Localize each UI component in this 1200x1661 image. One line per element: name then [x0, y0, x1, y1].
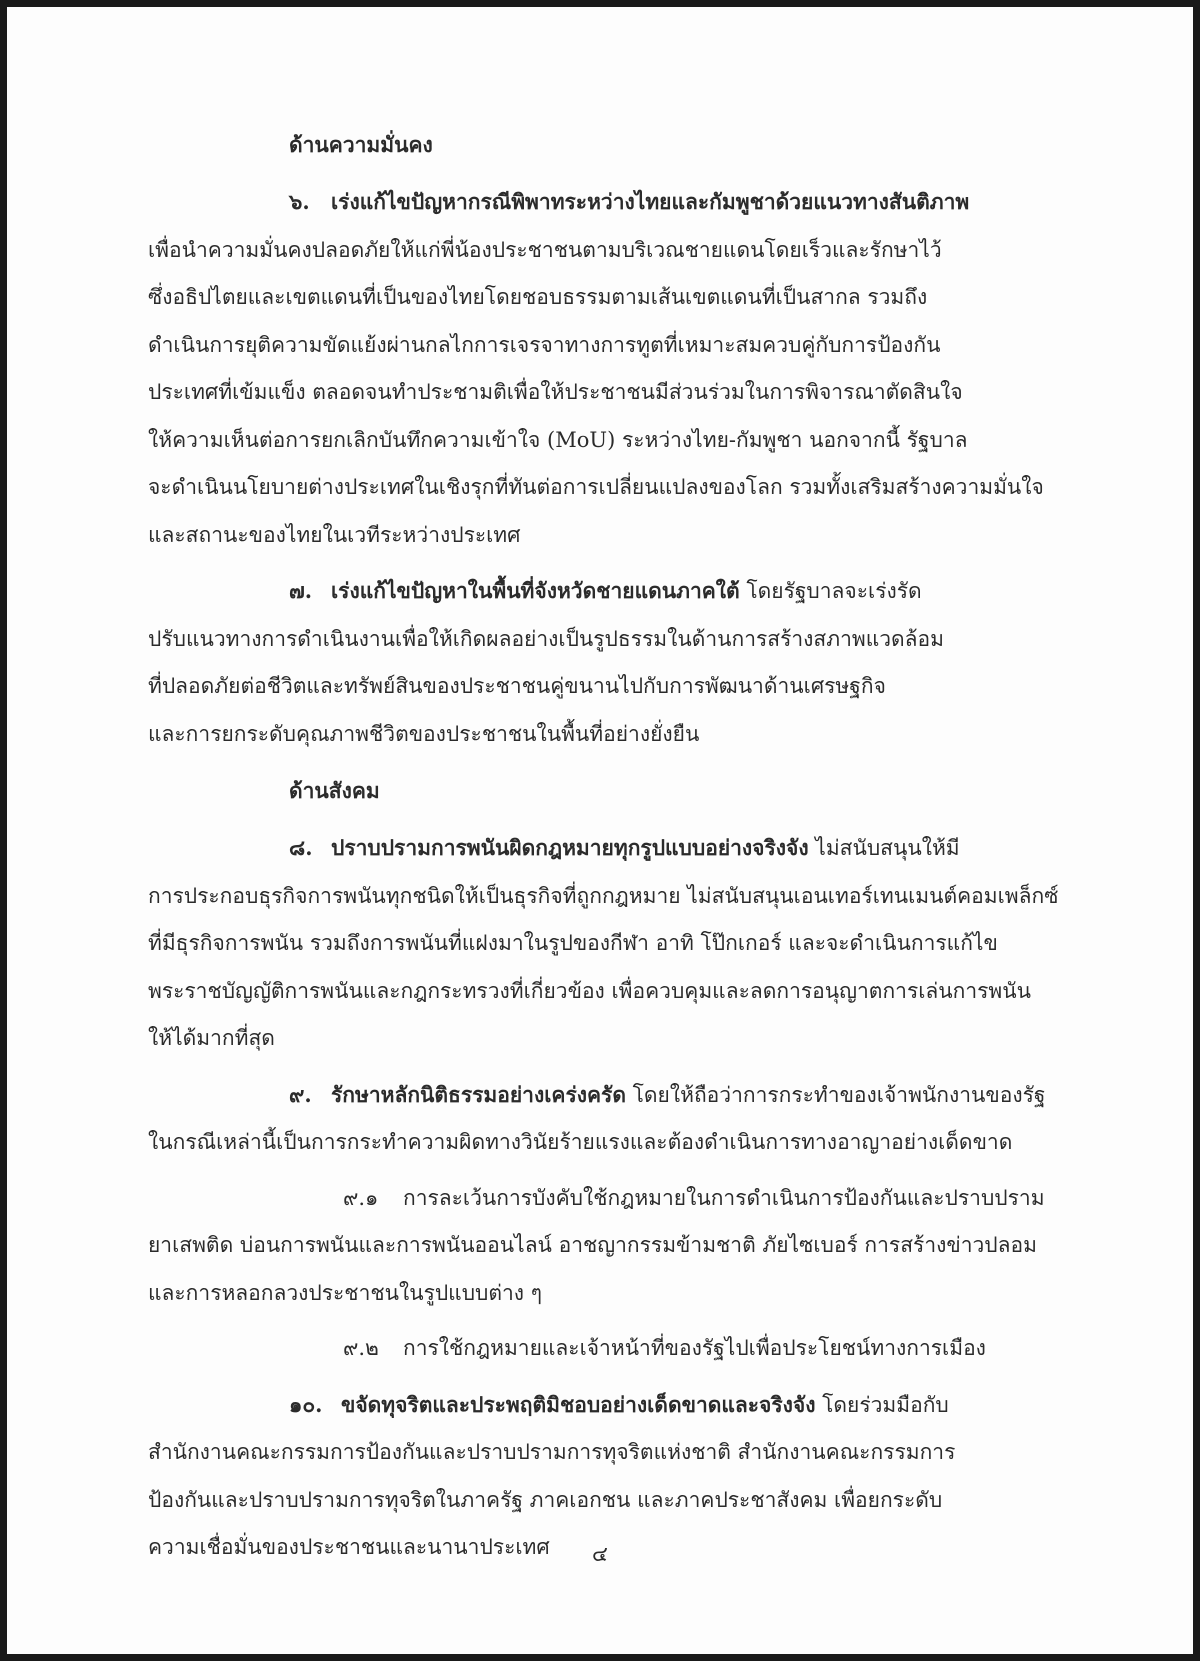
item-7-number: ๗.	[289, 578, 313, 603]
policy-subitem-9-2	[148, 1325, 1048, 1373]
item-10-first-line	[148, 1381, 1048, 1430]
item-6-first-line	[148, 178, 1048, 227]
item-6-line: เพื่อนำความมั่นคงปลอดภัยให้แก่พี่น้องประชาชนตามบริเวณชายแดนโดยเร็วและรักษาไว้	[148, 237, 942, 262]
item-9-1-line: และการหลอกลวงประชาชนในรูปแบบต่าง ๆ	[148, 1280, 543, 1305]
item-8-line: พระราชบัญญัติการพนันและกฎกระทรวงที่เกี่ยวข้อง เพื่อควบคุมและลดการอนุญาตการเล่นการพนัน	[148, 978, 1031, 1003]
item-10-number: ๑๐.	[289, 1391, 323, 1417]
item-7-title: เร่งแก้ไขปัญหาในพื้นที่จังหวัดชายแดนภาคใต้	[331, 578, 740, 603]
item-6-line: ให้ความเห็นต่อการยกเลิกบันทึกความเข้าใจ (MoU) ระหว่างไทย-กัมพูชา นอกจากนี้ รัฐบาล	[148, 427, 968, 452]
item-6-line: และสถานะของไทยในเวทีระหว่างประเทศ	[148, 522, 521, 547]
item-9-1-first-rest: การละเว้นการบังคับใช้กฎหมายในการดำเนินการป้องกันและปราบปราม	[403, 1185, 1045, 1210]
item-9-first-line	[148, 1071, 1048, 1120]
item-10-title: ขจัดทุจริตและประพฤติมิชอบอย่างเด็ดขาดและจริงจัง	[341, 1391, 816, 1417]
policy-item-7	[148, 567, 1048, 758]
item-10-first-rest: โดยร่วมมือกับ	[815, 1392, 949, 1417]
item-8-first-rest: ไม่สนับสนุนให้มี	[808, 836, 960, 860]
item-9-first-rest: โดยให้ถือว่าการกระทำของเจ้าพนักงานของรัฐ	[625, 1082, 1046, 1107]
item-8-first-line	[148, 824, 1048, 873]
item-9-2-first-line	[148, 1325, 1048, 1373]
page-number: ๔	[592, 1542, 608, 1566]
item-6-line: ประเทศที่เข้มแข็ง ตลอดจนทำประชามติเพื่อให้ประชาชนมีส่วนร่วมในการพิจารณาตัดสินใจ	[148, 380, 963, 404]
item-10-line: สำนักงานคณะกรรมการป้องกันและปราบปรามการทุจริตแห่งชาติ สำนักงานคณะกรรมการ	[148, 1440, 956, 1464]
item-6-line: จะดำเนินนโยบายต่างประเทศในเชิงรุกที่ทันต่อการเปลี่ยนแปลงของโลก รวมทั้งเสริมสร้างความมั่นใจ	[148, 475, 1044, 499]
item-7-first-rest: โดยรัฐบาลจะเร่งรัด	[739, 579, 922, 603]
document-body	[148, 120, 1059, 1580]
item-9-2-number: ๙.๒	[343, 1336, 379, 1360]
item-8-line: การประกอบธุรกิจการพนันทุกชนิดให้เป็นธุรกิจที่ถูกกฎหมาย ไม่สนับสนุนเอนเทอร์เทนเมนต์คอมเพล็กซ์	[148, 883, 1059, 908]
item-6-title: เร่งแก้ไขปัญหากรณีพิพาทระหว่างไทยและกัมพูชาด้วยแนวทางสันติภาพ	[331, 189, 970, 214]
item-6-number: ๖.	[289, 189, 310, 214]
item-7-line: และการยกระดับคุณภาพชีวิตของประชาชนในพื้นที่อย่างยั่งยืน	[148, 721, 700, 746]
item-9-1-line: ยาเสพติด บ่อนการพนันและการพนันออนไลน์ อาชญากรรมข้ามชาติ ภัยไซเบอร์ การสร้างข่าวปลอม	[148, 1233, 1037, 1257]
item-10-line: ป้องกันและปราบปรามการทุจริตในภาครัฐ ภาคเอกชน และภาคประชาสังคม เพื่อยกระดับ	[148, 1487, 943, 1512]
item-9-2-first-rest: การใช้กฎหมายและเจ้าหน้าที่ของรัฐไปเพื่อประโยชน์ทางการเมือง	[403, 1336, 986, 1360]
item-9-1-number: ๙.๑	[343, 1185, 379, 1210]
item-7-line: ที่ปลอดภัยต่อชีวิตและทรัพย์สินของประชาชนคู่ขนานไปกับการพัฒนาด้านเศรษฐกิจ	[148, 674, 886, 698]
item-8-number: ๘.	[289, 835, 313, 860]
item-6-line: ดำเนินการยุติความขัดแย้งผ่านกลไกการเจรจาทางการทูตที่เหมาะสมควบคู่กับการป้องกัน	[148, 332, 941, 357]
section-heading-social: ด้านสังคม	[289, 778, 380, 803]
policy-item-6	[148, 178, 1048, 559]
item-10-line: ความเชื่อมั่นของประชาชนและนานาประเทศ	[148, 1535, 550, 1559]
item-8-line: ให้ได้มากที่สุด	[148, 1026, 275, 1050]
item-9-number: ๙.	[289, 1081, 312, 1107]
item-9-1-first-line	[148, 1175, 1048, 1223]
section-heading-security: ด้านความมั่นคง	[289, 132, 433, 157]
item-7-first-line	[148, 567, 1048, 616]
item-9-line: ในกรณีเหล่านี้เป็นการกระทำความผิดทางวินัยร้ายแรงและต้องดำเนินการทางอาญาอย่างเด็ดขาด	[148, 1130, 1013, 1154]
item-8-title: ปราบปรามการพนันผิดกฎหมายทุกรูปแบบอย่างจริงจัง	[331, 835, 809, 860]
item-8-line: ที่มีธุรกิจการพนัน รวมถึงการพนันที่แฝงมาในรูปของกีฬา อาทิ โป๊กเกอร์ และจะดำเนินการแก้ไข	[148, 931, 998, 955]
policy-item-8	[148, 824, 1059, 1063]
policy-subitem-9-1	[148, 1175, 1048, 1318]
item-6-line: ซึ่งอธิปไตยและเขตแดนที่เป็นของไทยโดยชอบธรรมตามเส้นเขตแดนที่เป็นสากล รวมถึง	[148, 285, 928, 309]
item-7-line: ปรับแนวทางการดำเนินงานเพื่อให้เกิดผลอย่างเป็นรูปธรรมในด้านการสร้างสภาพแวดล้อม	[148, 626, 945, 651]
policy-item-9	[148, 1071, 1048, 1167]
item-9-title: รักษาหลักนิติธรรมอย่างเคร่งครัด	[331, 1081, 626, 1107]
